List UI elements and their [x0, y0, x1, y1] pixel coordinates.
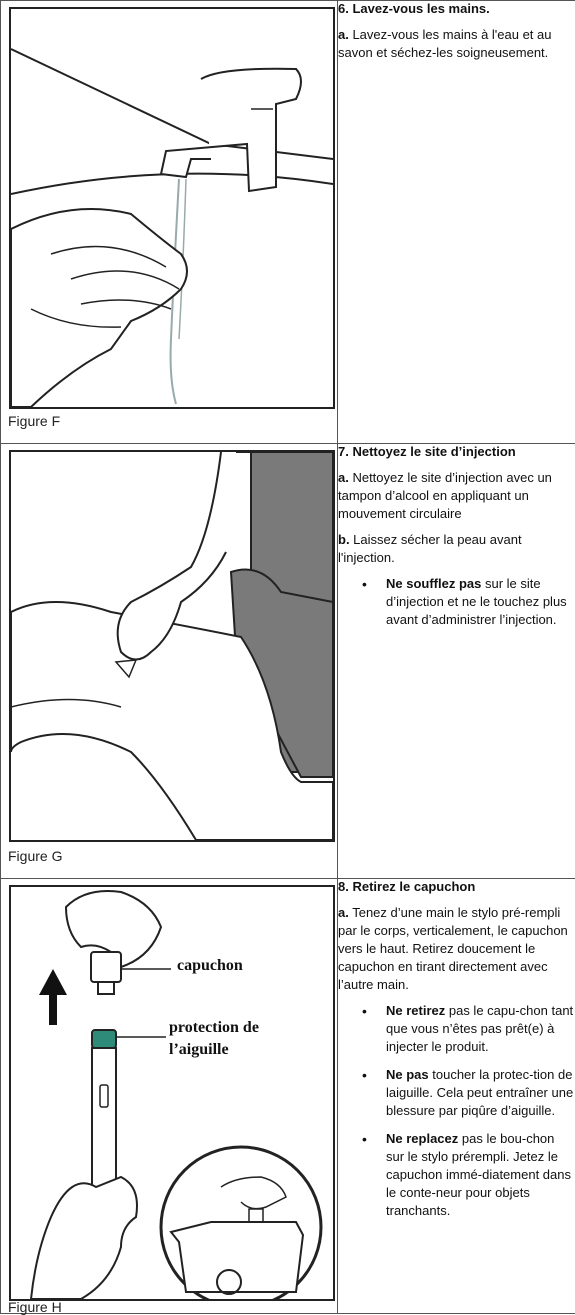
list-item [338, 1002, 575, 1056]
para-lead: a. [338, 905, 349, 920]
list-item [338, 1066, 575, 1120]
figure-f-image [9, 7, 335, 409]
step-row-7 [1, 444, 575, 879]
step-8-warnings [338, 1002, 575, 1220]
figure-cell-h [1, 879, 338, 1314]
warning-text: toucher la protec-tion de laiguille. Cela peut entraîner une blessure par piqûre d’aiguille. [386, 1067, 574, 1118]
step-7-title: 7. Nettoyez le site d’injection [338, 444, 516, 459]
step-6-para-a [338, 26, 575, 62]
cap-removal-illustration [11, 887, 333, 1299]
hand-washing-illustration [11, 9, 333, 407]
step-7-warnings [338, 575, 575, 629]
step-7-text [338, 444, 575, 879]
needle-guard-callout-1: protection de [169, 1019, 259, 1036]
warning-bold: Ne replacez [386, 1131, 459, 1146]
para-lead: a. [338, 27, 349, 42]
step-8-title: 8. Retirez le capuchon [338, 879, 476, 894]
step-8-text [338, 879, 575, 1314]
warning-text: sur le site d’injection et ne le touchez plus avant d’administrer l’injection. [386, 576, 567, 627]
warning-text: pas le bou-chon sur le stylo prérempli. Jetez le capuchon immé-diatement dans le conte-neur pour objets tranchants. [386, 1131, 571, 1218]
figure-f-label: Figure F [8, 413, 61, 429]
figure-cell-f [1, 1, 338, 444]
figure-h-image [9, 885, 335, 1301]
figure-g-label: Figure G [8, 848, 63, 864]
figure-h-label: Figure H [8, 1299, 62, 1315]
list-item [338, 575, 575, 629]
para-lead: b. [338, 532, 350, 547]
list-item [338, 1130, 575, 1220]
warning-bold: Ne pas [386, 1067, 429, 1082]
needle-guard-callout-2: l’aiguille [169, 1041, 229, 1058]
para-text: Nettoyez le site d’injection avec un tampon d’alcool en appliquant un mouvement circulaire [338, 470, 552, 521]
step-6-title: 6. Lavez-vous les mains. [338, 1, 490, 16]
step-6-text [338, 1, 575, 444]
step-row-8 [1, 879, 575, 1314]
para-lead: a. [338, 470, 349, 485]
warning-bold: Ne retirez [386, 1003, 446, 1018]
para-text: Tenez d’une main le stylo pré-rempli par le corps, verticalement, le capuchon vers le haut. Retirez doucement le capuchon en tirant directement avec l’autre main. [338, 905, 568, 992]
warning-text: pas le capu-chon tant que vous n’êtes pas prêt(e) à injecter le produit. [386, 1003, 574, 1054]
figure-g-image [9, 450, 335, 842]
bullet-icon: • [362, 1067, 367, 1083]
para-text: Lavez-vous les mains à l'eau et au savon et séchez-les soigneusement. [338, 27, 552, 60]
warning-bold: Ne soufflez pas [386, 576, 482, 591]
bullet-icon: • [362, 576, 367, 592]
bullet-icon: • [362, 1131, 367, 1147]
skin-cleaning-illustration [11, 452, 333, 840]
step-7-para-b [338, 531, 575, 567]
step-row-6 [1, 1, 575, 444]
cap-callout: capuchon [177, 957, 243, 974]
step-8-para-a [338, 904, 575, 994]
figure-cell-g [1, 444, 338, 879]
bullet-icon: • [362, 1003, 367, 1019]
para-text: Laissez sécher la peau avant l'injection. [338, 532, 522, 565]
step-7-para-a [338, 469, 575, 523]
